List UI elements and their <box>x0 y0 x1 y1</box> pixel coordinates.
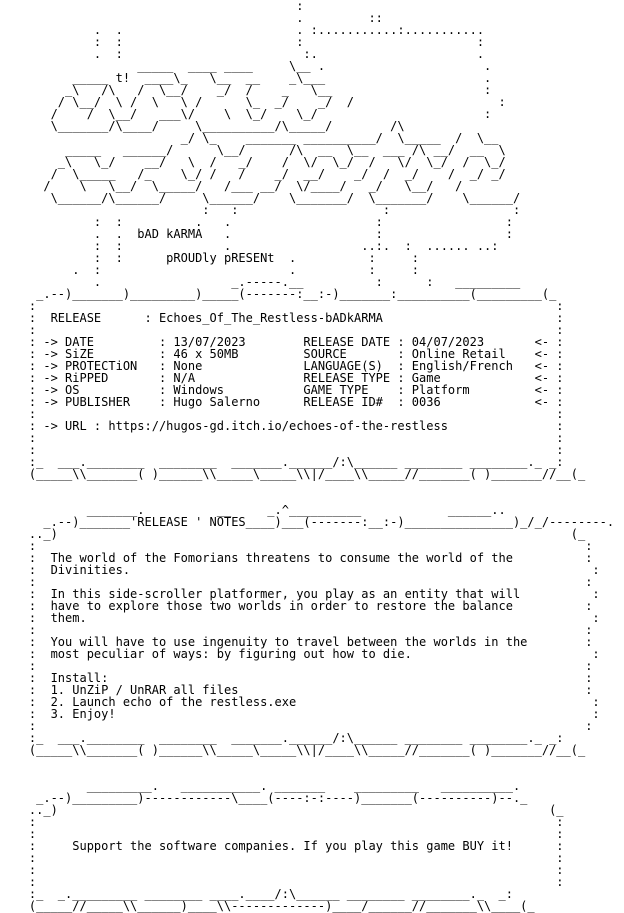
nfo-line: / \_____ /_ \_/ / / _/ __/ _/ / _/ / _/ _/ <box>0 167 506 181</box>
nfo-line: _\ /\ / \__/ _/ / _ \__ : <box>0 83 492 97</box>
nfo-line: :_ _._________ ________ ____.____/:\______ ________ ________._ _: <box>0 887 513 901</box>
nfo-line: : -> RiPPED : N/A RELEASE TYPE : Game <- : <box>0 371 564 385</box>
nfo-line: : Divinities. : <box>0 563 600 577</box>
nfo-line: (_____\\_______( )______\\_____\_____\\|/____\\_____//_______( )_______//__(_ <box>0 743 586 757</box>
nfo-line: : : : : <box>0 203 521 217</box>
nfo-line: : -> DATE : 13/07/2023 RELEASE DATE : 04/07/2023 <- : <box>0 335 564 349</box>
nfo-line: : -> URL : https://hugos-gd.itch.io/echoes-of-the-restless : <box>0 419 564 433</box>
nfo-line: : -> SiZE : 46 x 50MB SOURCE : Online Retail <- : <box>0 347 564 361</box>
nfo-line: . _.-----.__ : : _________ <box>0 275 521 289</box>
nfo-line: : : : : <box>0 35 485 49</box>
nfo-line: . : . : : <box>0 263 420 277</box>
nfo-line: _.--)_________)------------\____(----:-:----)_______(----------)--._ <box>0 791 528 805</box>
nfo-line: _______. __ _.^__________ ______.. <box>0 503 506 517</box>
nfo-line: : : <box>0 431 564 445</box>
nfo-line: . . bAD kARMA . : : <box>0 227 513 241</box>
nfo-line: : : <box>0 575 593 589</box>
nfo-line: _\ \_/ __/ \ / _/ / \/ \_/ / \/ \_/ / \_/ <box>0 155 506 169</box>
nfo-line: : : pROUDly pRESENt . : : <box>0 251 420 265</box>
nfo-line: _____ t! ____\_ \__ __ _\___ . <box>0 71 492 85</box>
nfo-line: : most peculiar of ways: by figuring out how to die. : <box>0 647 600 661</box>
nfo-line: : : <box>0 827 564 841</box>
nfo-line: _________. ___________. _______ _________ __________. <box>0 779 521 793</box>
nfo-line: : : <box>0 299 564 313</box>
nfo-line: : have to explore those two worlds in order to restore the balance : <box>0 599 593 613</box>
nfo-line: : 1. UnZiP / UnRAR all files : <box>0 683 593 697</box>
nfo-line: : Install: : <box>0 671 593 685</box>
nfo-line: _____ ______/ \__/ /\ __ \__ ___ /\ __/ __ \ <box>0 143 506 157</box>
nfo-line: : : <box>0 719 593 733</box>
nfo-line: (_____\\_______( )______\\_____\_____\\|/____\\_____//_______( )_______//__(_ <box>0 467 586 481</box>
nfo-line: : : <box>0 815 564 829</box>
nfo-line: \_______/\____/ \__________/\_____/ /\ <box>0 119 405 133</box>
nfo-line: _/ \_ _______ __________/ \_____ / \__ <box>0 131 499 145</box>
nfo-line: . . . :...........:........... <box>0 23 485 37</box>
nfo-line: : <box>0 0 304 13</box>
nfo-line <box>0 480 614 492</box>
nfo-line: : You will have to use ingenuity to travel between the worlds in the : <box>0 635 593 649</box>
nfo-line: _____ ____ ____ \__ . . <box>0 59 492 73</box>
nfo-line: . :: <box>0 11 383 25</box>
nfo-line: .._) (_ <box>0 527 586 541</box>
nfo-line: : : <box>0 323 564 337</box>
nfo-line: : RELEASE : Echoes_Of_The_Restless-bADkARMA : <box>0 311 564 325</box>
nfo-line: : : <box>0 875 564 889</box>
nfo-line: : : . ..:. : ...... ..: <box>0 239 499 253</box>
nfo-line: / \ \__/ \_____/ /___ __/ \/____/ _/ \__/ / <box>0 179 463 193</box>
nfo-line: : : <box>0 851 564 865</box>
nfo-line: : -> OS : Windows GAME TYPE : Platform <- : <box>0 383 564 397</box>
nfo-line: : : . . : : <box>0 215 513 229</box>
nfo-line: . : :. . <box>0 47 485 61</box>
nfo-line: : -> PROTECTiON : None LANGUAGE(S) : English/French <- : <box>0 359 564 373</box>
nfo-line: _.--)_______)_________)_____(-------:__:-)_______:__________(_________(_ <box>0 287 557 301</box>
nfo-line: : The world of the Fomorians threatens to consume the world of the : <box>0 551 593 565</box>
nfo-line: : : <box>0 407 564 421</box>
nfo-line: .._) (_ <box>0 803 564 817</box>
nfo-line: : 2. Launch echo of the restless.exe : <box>0 695 600 709</box>
nfo-line: : : <box>0 623 593 637</box>
nfo-line <box>0 756 614 768</box>
nfo-line: _.--)_______'RELEASE ' NOTES____)___(-------:__:-)_______________)_/_/--------. <box>0 515 615 529</box>
nfo-line: \______/\______/ \______/ \_______/ \_______/ \______/ <box>0 191 521 205</box>
nfo-line: : them. : <box>0 611 600 625</box>
nfo-line: : 3. Enjoy! : <box>0 707 600 721</box>
nfo-line: / / \__/ ___\/ \ \_/ \_/ : <box>0 107 492 121</box>
nfo-line: : Support the software companies. If you play this game BUY it! : <box>0 839 564 853</box>
nfo-line: : In this side-scroller platformer, you play as an entity that will : <box>0 587 600 601</box>
nfo-line: :_ ___.________ ________ _______.______/:\______ ________ ________._ _: <box>0 731 564 745</box>
nfo-line: : : <box>0 659 593 673</box>
nfo-line: : : <box>0 539 593 553</box>
nfo-line: :_ ___.________ ________ _______.______/:\______ ________ ________._ _: <box>0 455 564 469</box>
nfo-line: : -> PUBLISHER : Hugo Salerno RELEASE ID# : 0036 <- : <box>0 395 564 409</box>
nfo-line: / \__/ \ / \ \ / \_ _/ _/ / : <box>0 95 506 109</box>
nfo-line: (_____//_____\\______)____\\-------------)____/______//_______\\____(_ <box>0 899 535 913</box>
nfo-line: : : <box>0 863 564 877</box>
nfo-line: : : <box>0 443 564 457</box>
